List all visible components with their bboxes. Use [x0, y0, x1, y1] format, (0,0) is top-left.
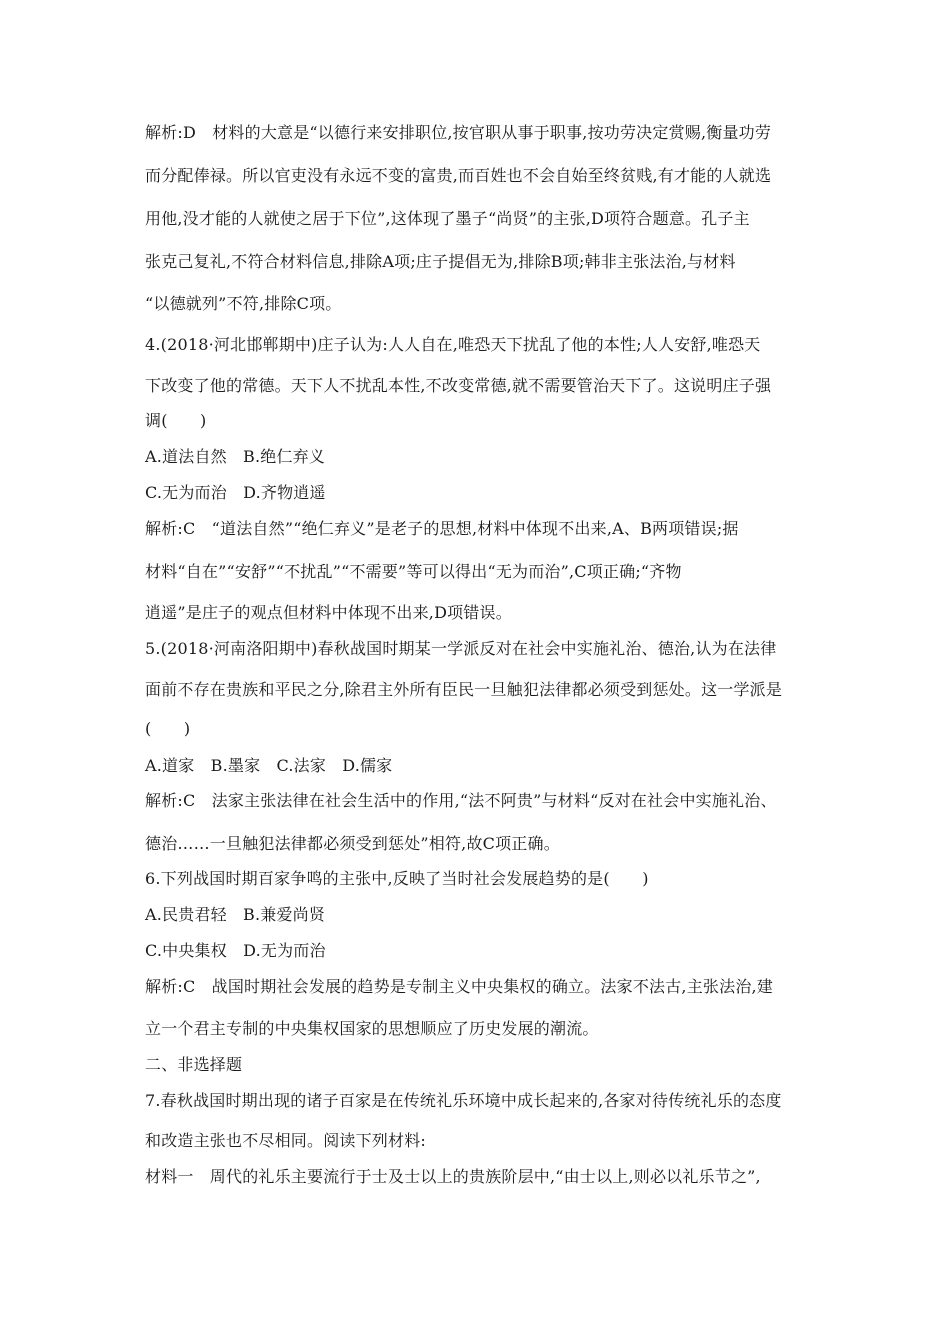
- analysis-q3-line-1: 解析:D 材料的大意是“以德行来安排职位,按官职从事于职事,按功劳决定赏赐,衡量功劳: [145, 123, 772, 142]
- analysis-q3-line-3: 用他,没才能的人就使之居于下位”,这体现了墨子“尚贤”的主张,D项符合题意。孔子主: [145, 209, 750, 228]
- question-6-stem: 6.下列战国时期百家争鸣的主张中,反映了当时社会发展趋势的是( ): [145, 869, 649, 888]
- analysis-q3-line-5: “以德就列”不符,排除C项。: [145, 294, 342, 313]
- question-4-options-cd: C.无为而治 D.齐物逍遥: [145, 483, 326, 502]
- section-heading-non-choice: 二、非选择题: [145, 1055, 243, 1074]
- question-5-stem-line-2: 面前不存在贵族和平民之分,除君主外所有臣民一旦触犯法律都必须受到惩处。这一学派是: [145, 680, 783, 699]
- question-5-options: A.道家 B.墨家 C.法家 D.儒家: [145, 756, 393, 775]
- question-4-stem-line-1: 4.(2018·河北邯郸期中)庄子认为:人人自在,唯恐天下扰乱了他的本性;人人安舒,唯恐天: [145, 335, 761, 354]
- analysis-q3-line-4: 张克己复礼,不符合材料信息,排除A项;庄子提倡无为,排除B项;韩非主张法治,与材料: [145, 252, 736, 271]
- question-5-stem-line-3: ( ): [145, 719, 191, 738]
- question-5-stem-line-1: 5.(2018·河南洛阳期中)春秋战国时期某一学派反对在社会中实施礼治、德治,认为在法律: [145, 639, 777, 658]
- analysis-q6-line-1: 解析:C 战国时期社会发展的趋势是专制主义中央集权的确立。法家不法古,主张法治,建: [145, 977, 774, 996]
- question-6-options-cd: C.中央集权 D.无为而治: [145, 941, 326, 960]
- question-4-stem-line-2: 下改变了他的常德。天下人不扰乱本性,不改变常德,就不需要管治天下了。这说明庄子强: [145, 376, 772, 395]
- question-4-options-ab: A.道法自然 B.绝仁弃义: [145, 447, 326, 466]
- question-4-stem-line-3: 调( ): [145, 411, 207, 430]
- material-1-line-1: 材料一 周代的礼乐主要流行于士及士以上的贵族阶层中,“由士以上,则必以礼乐节之”,: [145, 1167, 761, 1186]
- analysis-q3-line-2: 而分配俸禄。所以官吏没有永远不变的富贵,而百姓也不会自始至终贫贱,有才能的人就选: [145, 166, 772, 185]
- analysis-q4-line-2: 材料“自在”“安舒”“不扰乱”“不需要”等可以得出“无为而治”,C项正确;“齐物: [145, 562, 682, 581]
- analysis-q4-line-1: 解析:C “道法自然”“绝仁弃义”是老子的思想,材料中体现不出来,A、B两项错误;据: [145, 519, 739, 538]
- question-6-options-ab: A.民贵君轻 B.兼爱尚贤: [145, 905, 326, 924]
- analysis-q5-line-1: 解析:C 法家主张法律在社会生活中的作用,“法不阿贵”与材料“反对在社会中实施礼治、: [145, 791, 777, 810]
- analysis-q4-line-3: 逍遥”是庄子的观点但材料中体现不出来,D项错误。: [145, 603, 512, 622]
- question-7-stem-line-1: 7.春秋战国时期出现的诸子百家是在传统礼乐环境中成长起来的,各家对待传统礼乐的态度: [145, 1091, 782, 1110]
- analysis-q5-line-2: 德治……一旦触犯法律都必须受到惩处”相符,故C项正确。: [145, 834, 560, 853]
- analysis-q6-line-2: 立一个君主专制的中央集权国家的思想顺应了历史发展的潮流。: [145, 1019, 599, 1038]
- question-7-stem-line-2: 和改造主张也不尽相同。阅读下列材料:: [145, 1131, 426, 1150]
